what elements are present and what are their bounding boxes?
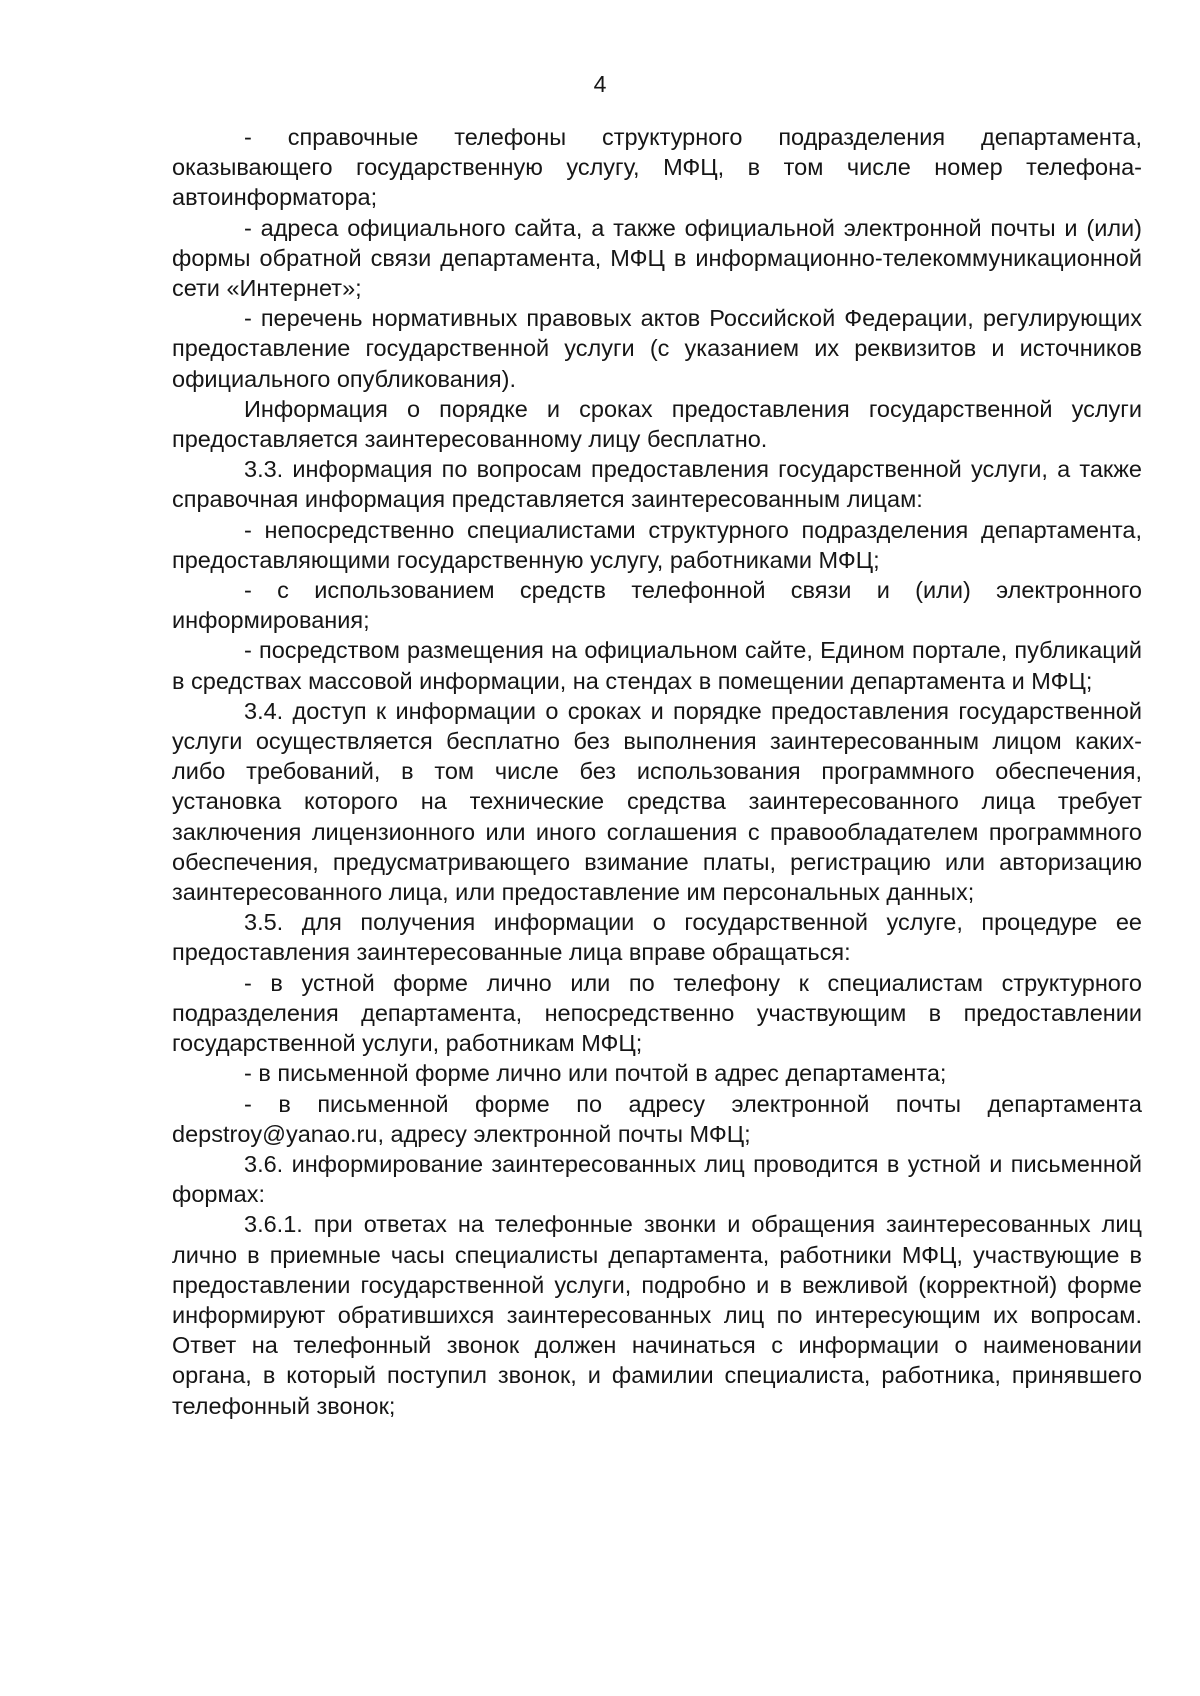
paragraph-3-3: 3.3. информация по вопросам предоставления государственной услуги, а также справочная информация представляется заинтересованным лицам: <box>172 456 1142 513</box>
paragraph-publication: - посредством размещения на официальном сайте, Едином портале, публикаций в средствах массовой информации, на стендах в помещении департамента и МФЦ; <box>172 637 1142 694</box>
paragraph-website-email: - адреса официального сайта, а также официальной электронной почты и (или) формы обратной связи департамента, МФЦ в информационно-телекоммуникационной сети «Интернет»; <box>172 214 1142 302</box>
paragraph-3-4: 3.4. доступ к информации о сроках и порядке предоставления государственной услуги осуществляется бесплатно без выполнения заинтересованным лицом каких-либо требований, в том числе без использования программного обеспечения, установка которого на технические средства заинтересованного лица требует заключения лицензионного или иного соглашения с правообладателем программного обеспечения, предусматривающего взимание платы, регистрацию или авторизацию заинтересованного лица, или предоставление им персональных данных; <box>172 697 1142 906</box>
paragraph-telephone: - с использованием средств телефонной связи и (или) электронного информирования; <box>172 577 1142 634</box>
paragraph-free-information: Информация о порядке и сроках предоставления государственной услуги предоставляется заинтересованному лицу бесплатно. <box>172 395 1142 453</box>
page-number: 4 <box>593 71 607 97</box>
paragraph-contact-phones: - справочные телефоны структурного подразделения департамента, оказывающего государственную услугу, МФЦ, в том числе номер телефона-автоинформатора; <box>172 124 1142 211</box>
paragraph-3-6-1: 3.6.1. при ответах на телефонные звонки и обращения заинтересованных лиц лично в приемные часы специалисты департамента, работники МФЦ, участвующие в предоставлении государственной услуги, подробно и в вежливой (корректной) форме информируют обратившихся заинтересованных лиц по интересующим их вопросам. Ответ на телефонный звонок должен начинаться с информации о наименовании органа, в который поступил звонок, и фамилии специалиста, работника, принявшего телефонный звонок; <box>172 1211 1142 1419</box>
paragraph-3-5: 3.5. для получения информации о государственной услуге, процедуре ее предоставления заинтересованные лица вправе обращаться: <box>172 909 1142 966</box>
paragraph-legal-acts: - перечень нормативных правовых актов Российской Федерации, регулирующих предоставление государственной услуги (с указанием их реквизитов и источников официального опубликования). <box>172 305 1142 392</box>
paragraph-3-6: 3.6. информирование заинтересованных лиц проводится в устной и письменной формах: <box>172 1150 1142 1208</box>
paragraph-specialists: - непосредственно специалистами структурного подразделения департамента, предоставляющими государственную услугу, работниками МФЦ; <box>172 516 1142 573</box>
document-body <box>172 122 1142 1421</box>
paragraph-email-form: - в письменной форме по адресу электронной почты департамента depstroy@yanao.ru, адресу электронной почты МФЦ; <box>172 1090 1142 1147</box>
paragraph-oral-form: - в устной форме лично или по телефону к специалистам структурного подразделения департамента, непосредственно участвующим в предоставлении государственной услуги, работникам МФЦ; <box>172 969 1142 1057</box>
paragraph-written-form: - в письменной форме лично или почтой в адрес департамента; <box>244 1060 947 1087</box>
